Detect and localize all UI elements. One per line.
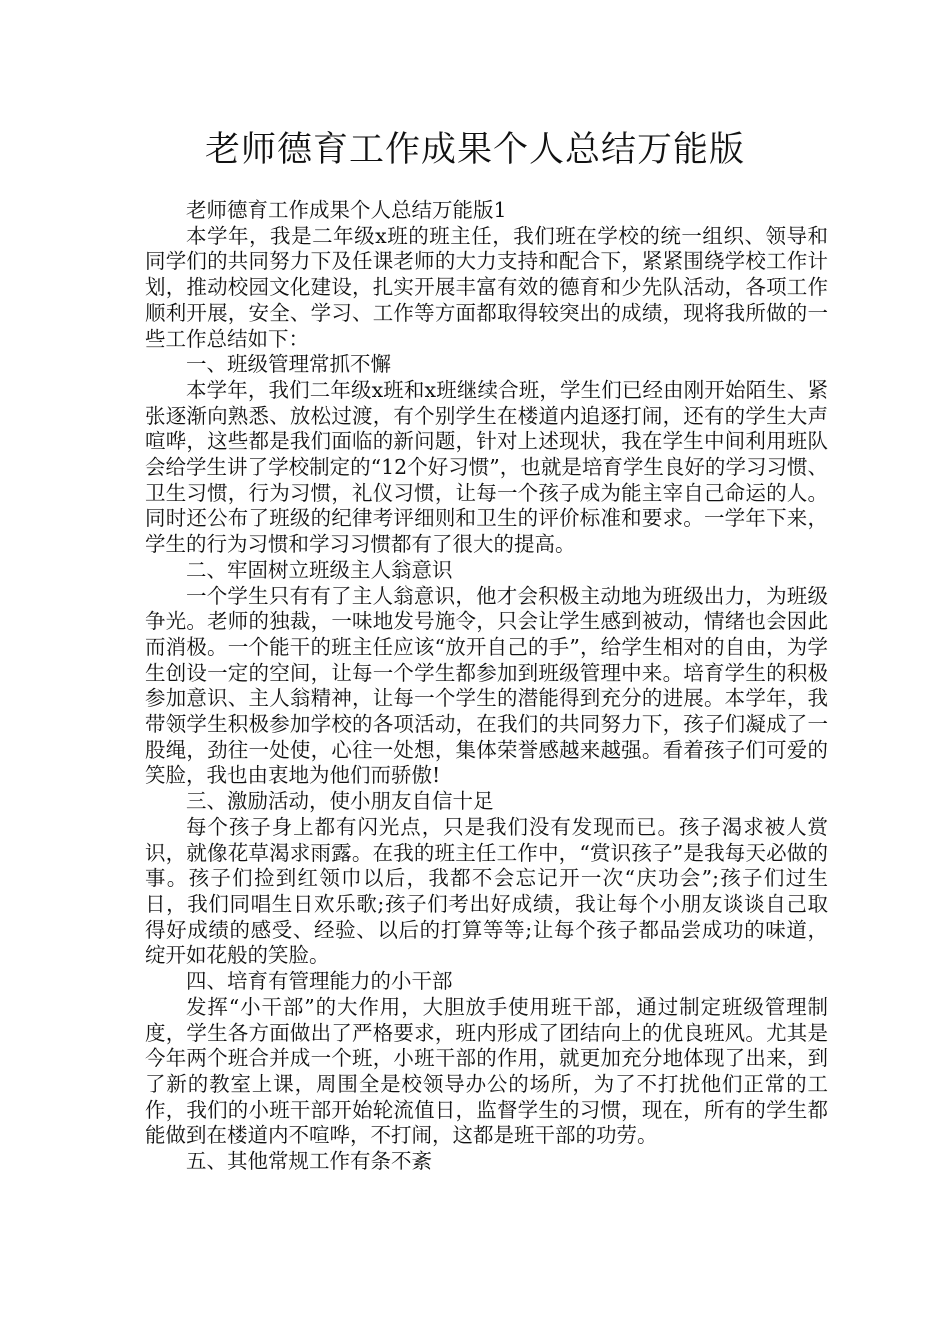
- section-heading-4: 四、培育有管理能力的小干部: [186, 969, 453, 994]
- section-paragraph-4: 发挥“小干部”的大作用，大胆放手使用班干部，通过制定班级管理制度，学生各方面做出了严格要求，班内形成了团结向上的优良班风。尤其是今年两个班合并成一个班，小班干部的作用，就更加充分地体现了出来，到了新的教室上课，周围全是校领导办公的场所，为了不打扰他们正常的工作，我们的小班干部开始轮流值日，监督学生的习惯，现在，所有的学生都能做到在楼道内不喧哗，不打闹，这都是班干部的功劳。: [145, 994, 828, 1148]
- section-heading-3: 三、激励活动，使小朋友自信十足: [186, 789, 494, 814]
- section-paragraph-3: 每个孩子身上都有闪光点，只是我们没有发现而已。孩子渴求被人赏识，就像花草渴求雨露。在我的班主任工作中，“赏识孩子”是我每天必做的事。孩子们捡到红领巾以后，我都不会忘记开一次“庆功会”;孩子们过生日，我们同唱生日欢乐歌;孩子们考出好成绩，我让每个小朋友谈谈自己取得好成绩的感受、经验、以后的打算等等;让每个孩子都品尝成功的味道，绽开如花般的笑脸。: [145, 814, 828, 968]
- section-heading-1: 一、班级管理常抓不懈: [186, 352, 391, 377]
- section-heading-2: 二、牢固树立班级主人翁意识: [186, 557, 453, 582]
- section-heading-5: 五、其他常规工作有条不紊: [186, 1149, 432, 1174]
- document-title: 老师德育工作成果个人总结万能版: [204, 130, 745, 170]
- section-paragraph-1: 本学年，我们二年级x班和x班继续合班，学生们已经由刚开始陌生、紧张逐渐向熟悉、放松过渡，有个别学生在楼道内追逐打闹，还有的学生大声喧哗，这些都是我们面临的新问题，针对上述现状，我在学生中间利用班队会给学生讲了学校制定的“12个好习惯”，也就是培育学生良好的学习习惯、卫生习惯，行为习惯，礼仪习惯，让每一个孩子成为能主宰自己命运的人。同时还公布了班级的纪律考评细则和卫生的评价标准和要求。一学年下来，学生的行为习惯和学习习惯都有了很大的提高。: [145, 377, 828, 557]
- section-paragraph-2: 一个学生只有有了主人翁意识，他才会积极主动地为班级出力，为班级争光。老师的独裁，一味地发号施令，只会让学生感到被动，情绪也会因此而消极。一个能干的班主任应该“放开自己的手”，给学生相对的自由，为学生创设一定的空间，让每一个学生都参加到班级管理中来。培育学生的积极参加意识、主人翁精神，让每一个学生的潜能得到充分的进展。本学年，我带领学生积极参加学校的各项活动，在我们的共同努力下，孩子们凝成了一股绳，劲往一处使，心往一处想，集体荣誉感越来越强。看着孩子们可爱的笑脸，我也由衷地为他们而骄傲!: [145, 583, 828, 788]
- document-body: [145, 198, 828, 1175]
- intro-paragraph: 本学年，我是二年级x班的班主任，我们班在学校的统一组织、领导和同学们的共同努力下及任课老师的大力支持和配合下，紧紧围绕学校工作计划，推动校园文化建设，扎实开展丰富有效的德育和少先队活动，各项工作顺利开展，安全、学习、工作等方面都取得较突出的成绩，现将我所做的一些工作总结如下：: [145, 223, 828, 351]
- subtitle-paragraph: 老师德育工作成果个人总结万能版1: [186, 198, 507, 222]
